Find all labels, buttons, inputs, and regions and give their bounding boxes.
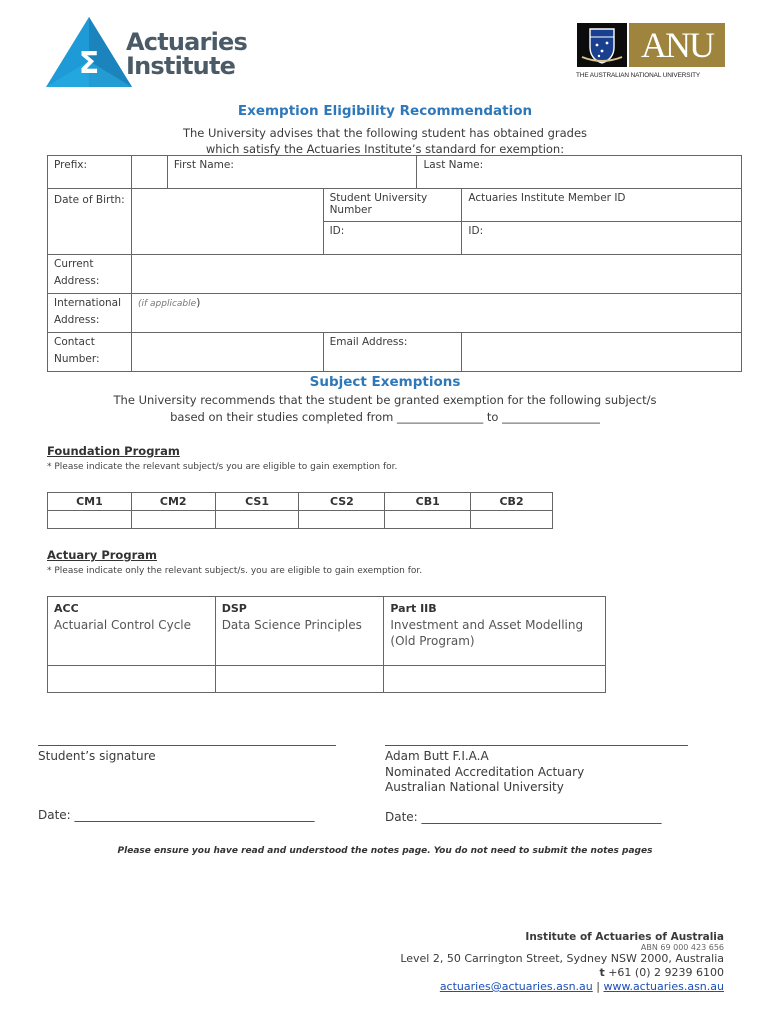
member-id-field[interactable]	[462, 222, 742, 255]
intro-line-2: which satisfy the Actuaries Institute’s standard for exemption:	[205, 142, 565, 156]
actuary-program-note: * Please indicate only the relevant subject/s. you are eligible to gain exemption for.	[47, 566, 423, 576]
if-applicable-close: )	[196, 297, 201, 309]
logo-word-actuaries: Actuaries	[126, 28, 247, 56]
foundation-program-note: * Please indicate the relevant subject/s you are eligible to gain exemption for.	[47, 462, 398, 472]
actuary-university: Australian National University	[385, 780, 564, 794]
current-address-field[interactable]	[131, 255, 741, 294]
student-date-field[interactable]: Date: ________________________________________	[38, 808, 315, 822]
actuary-program-label: Actuary Program	[47, 548, 157, 562]
cm2-tick-cell[interactable]	[131, 511, 215, 529]
subject-exemptions-title: Subject Exemptions	[309, 374, 461, 390]
subject-part-iib-code: Part IIB	[390, 602, 437, 615]
actuary-name: Adam Butt F.I.A.A	[385, 749, 489, 763]
notes-reminder: Please ensure you have read and understood the notes page. You do not need to submit the notes pages	[117, 846, 653, 856]
cs1-tick-cell[interactable]	[215, 511, 299, 529]
actuaries-institute-logo	[46, 17, 261, 89]
footer-address: Level 2, 50 Carrington Street, Sydney NSW 2000, Australia	[400, 952, 724, 965]
subject-cm1: CM1	[48, 493, 132, 511]
subject-acc-code: ACC	[54, 602, 79, 615]
subject-cs2: CS2	[299, 493, 385, 511]
last-name-field[interactable]	[417, 156, 742, 189]
prefix-label: Prefix:	[48, 156, 132, 189]
acc-tick-cell[interactable]	[48, 666, 216, 693]
subject-part-iib-name: Investment and Asset Modelling	[390, 618, 584, 632]
subject-acc-name: Actuarial Control Cycle	[54, 618, 192, 632]
exemptions-intro-2: based on their studies completed from _______________ to _________________	[170, 410, 600, 424]
contact-number-field[interactable]	[131, 333, 323, 372]
student-id-label: ID:	[329, 225, 345, 237]
footer-email-link[interactable]: actuaries@actuaries.asn.au	[439, 980, 593, 993]
footer-links	[400, 980, 724, 994]
footer-abn: ABN 69 000 423 656	[640, 943, 724, 952]
subject-dsp-code: DSP	[221, 602, 247, 615]
foundation-program-label: Foundation Program	[47, 444, 180, 458]
subject-cs1: CS1	[215, 493, 299, 511]
subject-part-iib-cell	[384, 597, 606, 666]
actuary-role: Nominated Accreditation Actuary	[385, 765, 585, 779]
subject-dsp-cell	[215, 597, 384, 666]
intl-address-label: International Address:	[48, 294, 132, 333]
student-signature-label: Student’s signature	[38, 749, 156, 763]
member-id-label: ID:	[468, 225, 484, 237]
sigma-glyph: Σ	[78, 46, 100, 81]
footer-org: Institute of Actuaries of Australia	[525, 931, 724, 943]
student-signature-line[interactable]	[38, 745, 336, 746]
logo-word-institute: Institute	[126, 52, 236, 80]
cm1-tick-cell[interactable]	[48, 511, 132, 529]
current-address-label: Current Address:	[48, 255, 132, 294]
cb2-tick-cell[interactable]	[471, 511, 553, 529]
intl-address-field[interactable]	[131, 294, 741, 333]
member-id-header: Actuaries Institute Member ID	[462, 189, 742, 222]
intro-line-1: The University advises that the following student has obtained grades	[182, 126, 588, 140]
foundation-subjects-table	[47, 492, 553, 529]
subject-dsp-name: Data Science Principles	[221, 618, 362, 632]
prefix-field[interactable]	[131, 156, 167, 189]
first-name-field[interactable]	[167, 156, 417, 189]
student-number-header: Student University Number	[323, 189, 462, 222]
footer-phone-prefix: t	[599, 966, 605, 979]
footer-phone: +61 (0) 2 9239 6100	[608, 966, 724, 979]
page-title: Exemption Eligibility Recommendation	[237, 103, 533, 119]
subject-acc-cell	[48, 597, 216, 666]
anu-wordmark: ANU	[629, 23, 725, 67]
last-name-label: Last Name:	[423, 159, 484, 171]
if-applicable-note: (if applicable	[137, 299, 197, 309]
footer-website-link[interactable]: www.actuaries.asn.au	[603, 980, 724, 993]
dsp-tick-cell[interactable]	[215, 666, 384, 693]
email-label: Email Address:	[329, 336, 408, 348]
dob-label: Date of Birth:	[48, 189, 132, 255]
anu-crest-icon	[577, 23, 627, 67]
exemptions-intro-1: The University recommends that the student be granted exemption for the following subject/s	[113, 393, 657, 407]
actuary-subjects-table	[47, 596, 606, 693]
first-name-label: First Name:	[173, 159, 234, 171]
subject-cm2: CM2	[131, 493, 215, 511]
email-field[interactable]	[462, 333, 742, 372]
subject-cb1: CB1	[385, 493, 471, 511]
anu-subtitle: THE AUSTRALIAN NATIONAL UNIVERSITY	[576, 72, 701, 79]
email-label-cell	[323, 333, 462, 372]
student-id-field[interactable]	[323, 222, 462, 255]
subject-cb2: CB2	[471, 493, 553, 511]
anu-logo	[576, 22, 726, 82]
part-iib-tick-cell[interactable]	[384, 666, 606, 693]
cs2-tick-cell[interactable]	[299, 511, 385, 529]
student-details-table	[47, 155, 742, 372]
dob-field[interactable]	[131, 189, 323, 255]
footer	[400, 931, 724, 994]
footer-separator: |	[596, 980, 600, 993]
actuary-signature-line[interactable]	[385, 745, 688, 746]
cb1-tick-cell[interactable]	[385, 511, 471, 529]
footer-phone-line	[400, 966, 724, 980]
contact-number-label: Contact Number:	[48, 333, 132, 372]
actuaries-triangle-icon	[46, 17, 132, 87]
actuary-date-field[interactable]: Date: ________________________________________	[385, 810, 662, 824]
subject-part-iib-extra: (Old Program)	[390, 634, 475, 648]
